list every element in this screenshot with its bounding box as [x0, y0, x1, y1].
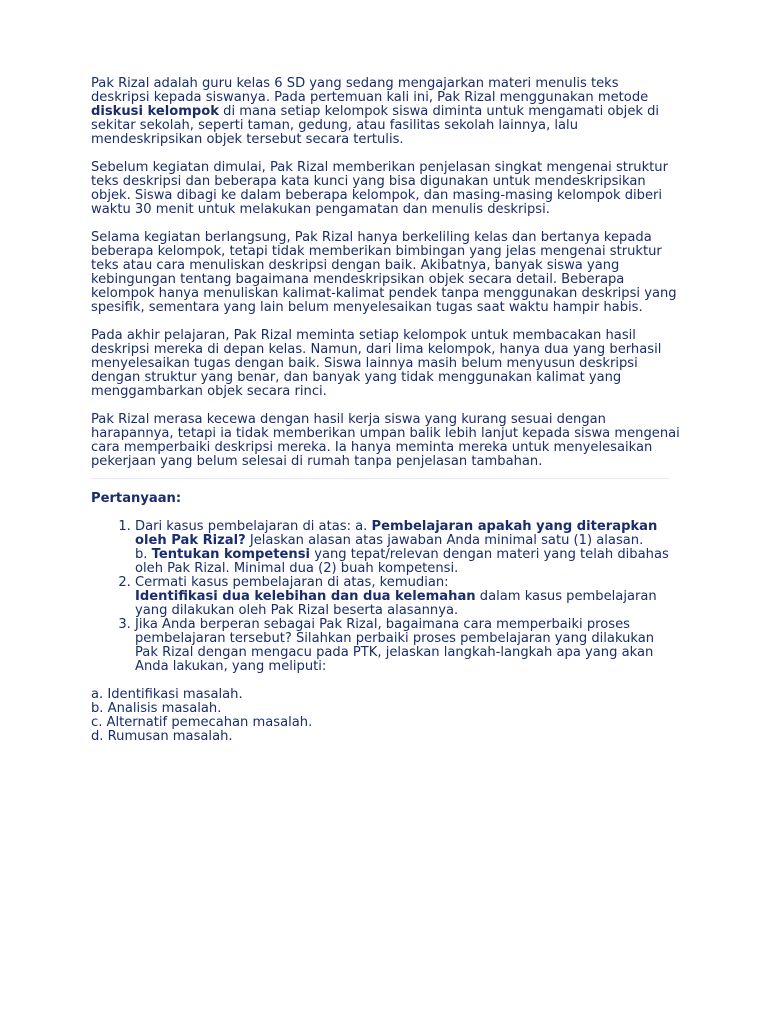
option-c: c. Alternatif pemecahan masalah.: [91, 715, 313, 730]
option-a: a. Identifikasi masalah.: [91, 687, 243, 702]
question-1-text-b: Jelaskan alasan atas jawaban Anda minimal satu (1) alasan.: [245, 533, 644, 548]
question-2-text-b: dalam kasus pembelajaran yang dilakukan oleh Pak Rizal beserta alasannya.: [135, 589, 657, 618]
options-list: [91, 688, 681, 744]
paragraph-1-bold: diskusi kelompok: [91, 104, 219, 119]
section-divider: [91, 478, 669, 479]
question-3-text: Jika Anda berperan sebagai Pak Rizal, bagaimana cara memperbaiki proses pembelajaran tersebut? Silahkan perbaiki proses pembelajaran yang dilakukan Pak Rizal dengan mengacu pada PTK, jelaskan langkah-langkah apa yang akan Anda lakukan, yang meliputi:: [135, 617, 655, 674]
question-1-bold-b: Tentukan kompetensi: [151, 547, 311, 562]
option-d: d. Rumusan masalah.: [91, 729, 233, 744]
paragraph-1: [91, 77, 681, 147]
option-b: b. Analisis masalah.: [91, 701, 222, 716]
question-1-text-d: yang tepat/relevan dengan materi yang telah dibahas oleh Pak Rizal. Minimal dua (2) buah kompetensi.: [135, 547, 669, 576]
question-1-text-a: Dari kasus pembelajaran di atas: a.: [135, 519, 372, 534]
paragraph-1-text-a: Pak Rizal adalah guru kelas 6 SD yang sedang mengajarkan materi menulis teks deskripsi kepada siswanya. Pada pertemuan kali ini, Pak Rizal menggunakan metode: [91, 76, 649, 105]
paragraph-3: [91, 231, 681, 315]
questions-heading: Pertanyaan:: [91, 491, 182, 506]
paragraph-4: [91, 329, 681, 399]
question-3: [135, 618, 681, 674]
document-page: [91, 77, 681, 744]
question-2-bold: Identifikasi dua kelebihan dan dua kelemahan: [135, 589, 476, 604]
paragraph-4-text: Pada akhir pelajaran, Pak Rizal meminta setiap kelompok untuk membacakan hasil deskripsi mereka di depan kelas. Namun, dari lima kelompok, hanya dua yang berhasil menyelesaikan tugas dengan baik. Siswa lainnya masih belum menyusun deskripsi dengan struktur yang benar, dan banyak yang tidak menggunakan kalimat yang menggambarkan objek secara rinci.: [91, 328, 662, 399]
question-1: [135, 520, 681, 576]
questions-list: [91, 520, 681, 674]
question-2: [135, 576, 681, 618]
paragraph-2: [91, 161, 681, 217]
paragraph-5-text: Pak Rizal merasa kecewa dengan hasil kerja siswa yang kurang sesuai dengan harapannya, tetapi ia tidak memberikan umpan balik lebih lanjut kepada siswa mengenai cara memperbaiki deskripsi mereka. Ia hanya meminta mereka untuk menyelesaikan pekerjaan yang belum selesai di rumah tanpa penjelasan tambahan.: [91, 412, 680, 469]
paragraph-3-text: Selama kegiatan berlangsung, Pak Rizal hanya berkeliling kelas dan bertanya kepada beberapa kelompok, tetapi tidak memberikan bimbingan yang jelas mengenai struktur teks atau cara menuliskan deskripsi dengan baik. Akibatnya, banyak siswa yang kebingungan tentang bagaimana mendeskripsikan objek secara detail. Beberapa kelompok hanya menuliskan kalimat-kalimat pendek tanpa menggunakan deskripsi yang spesifik, sementara yang lain belum menyelesaikan tugas saat waktu hampir habis.: [91, 230, 677, 315]
question-1-bold-a: Pembelajaran apakah yang diterapkan oleh Pak Rizal?: [135, 519, 658, 548]
paragraph-1-text-b: di mana setiap kelompok siswa diminta untuk mengamati objek di sekitar sekolah, seperti taman, gedung, atau fasilitas sekolah lainnya, lalu mendeskripsikan objek tersebut secara tertulis.: [91, 104, 660, 147]
question-1-text-c: b.: [135, 547, 152, 562]
paragraph-2-text: Sebelum kegiatan dimulai, Pak Rizal memberikan penjelasan singkat mengenai struktur teks deskripsi dan beberapa kata kunci yang bisa digunakan untuk mendeskripsikan objek. Siswa dibagi ke dalam beberapa kelompok, dan masing-masing kelompok diberi waktu 30 menit untuk melakukan pengamatan dan menulis deskripsi.: [91, 160, 668, 217]
paragraph-5: [91, 413, 681, 469]
question-2-text-a: Cermati kasus pembelajaran di atas, kemudian:: [135, 575, 449, 590]
